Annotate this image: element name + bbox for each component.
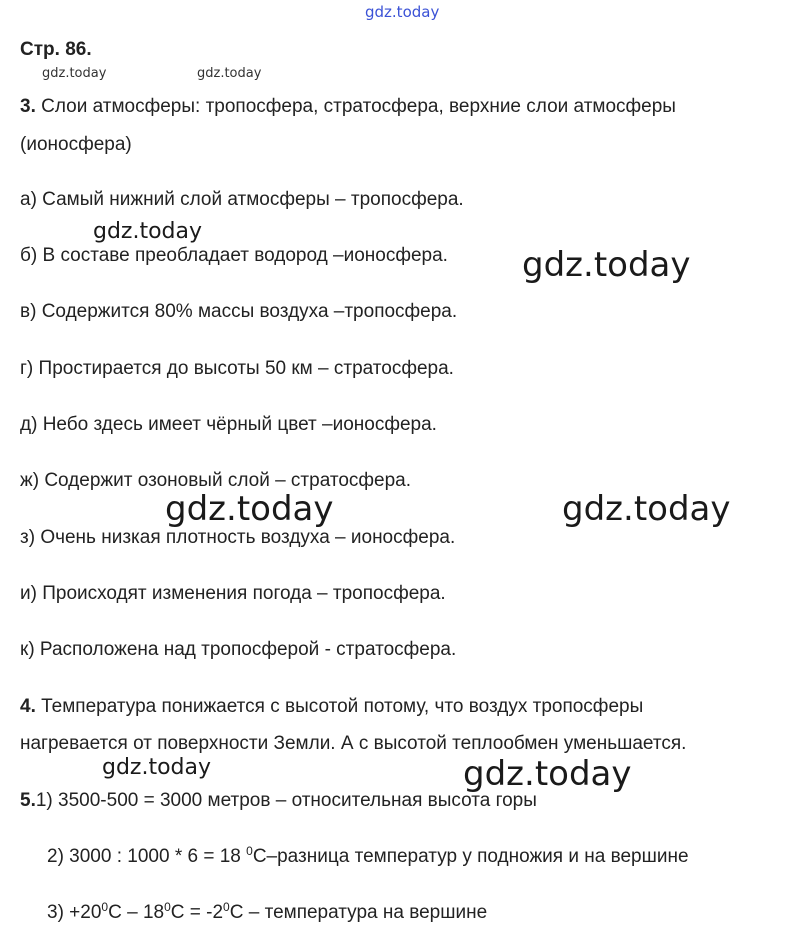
q3-intro-text: Слои атмосферы: тропосфера, стратосфера, верхние слои атмосферы	[41, 96, 676, 117]
degree-sup: 0	[164, 900, 171, 914]
page-header: Стр. 86.	[20, 39, 92, 60]
q4-text: Температура понижается с высотой потому, что воздух тропосферы	[41, 696, 644, 717]
q3-item: д) Небо здесь имеет чёрный цвет –ионосфера.	[20, 414, 437, 435]
watermark-medium: gdz.today	[102, 755, 212, 780]
watermark-small: gdz.today	[197, 66, 262, 81]
watermark-top: gdz.today	[365, 3, 440, 21]
q3-item: з) Очень низкая плотность воздуха – ионосфера.	[20, 527, 456, 548]
q3-item: б) В составе преобладает водород –ионосфера.	[20, 245, 448, 266]
q5-step-2-text: С–разница температур у подножия и на вершине	[252, 846, 689, 867]
q3-item: г) Простирается до высоты 50 км – стратосфера.	[20, 358, 454, 379]
q3-item: в) Содержится 80% массы воздуха –тропосфера.	[20, 301, 458, 322]
q3-item: ж) Содержит озоновый слой – стратосфера.	[20, 470, 412, 491]
q3-item: к) Расположена над тропосферой - стратосфера.	[20, 639, 457, 660]
q5-step-1-text: 1) 3500-500 = 3000 метров – относительная высота горы	[35, 790, 537, 811]
q5-step-3	[47, 902, 487, 924]
q5-step-2-text: 2) 3000 : 1000 * 6 = 18	[47, 846, 247, 867]
q4-line-1	[20, 696, 643, 718]
q3-intro-line-1	[20, 96, 676, 118]
watermark-small: gdz.today	[42, 66, 107, 81]
q3-item: и) Происходят изменения погода – тропосфера.	[20, 583, 446, 604]
q5-step-1	[20, 790, 537, 812]
q4-line-2: нагревается от поверхности Земли. А с высотой теплообмен уменьшается.	[20, 733, 687, 754]
q4-number: 4.	[20, 696, 36, 717]
watermark-large: gdz.today	[165, 489, 334, 529]
q5-number: 5.	[20, 790, 36, 811]
q3-item: а) Самый нижний слой атмосферы – тропосфера.	[20, 189, 464, 210]
degree-sup: 0	[223, 900, 230, 914]
watermark-medium: gdz.today	[93, 219, 203, 244]
q5-step-2	[47, 846, 689, 868]
q3-intro-line-2: (ионосфера)	[20, 134, 132, 155]
q5-step-3-text: С = -2	[170, 902, 224, 923]
watermark-large: gdz.today	[562, 489, 731, 529]
q3-number: 3.	[20, 96, 36, 117]
q5-step-3-text: С – температура на вершине	[229, 902, 488, 923]
q5-step-3-text: С – 18	[108, 902, 165, 923]
degree-sup: 0	[246, 844, 253, 858]
q5-step-3-text: 3) +20	[47, 902, 102, 923]
degree-sup: 0	[101, 900, 109, 914]
watermark-large: gdz.today	[463, 754, 632, 794]
watermark-large: gdz.today	[522, 245, 691, 285]
